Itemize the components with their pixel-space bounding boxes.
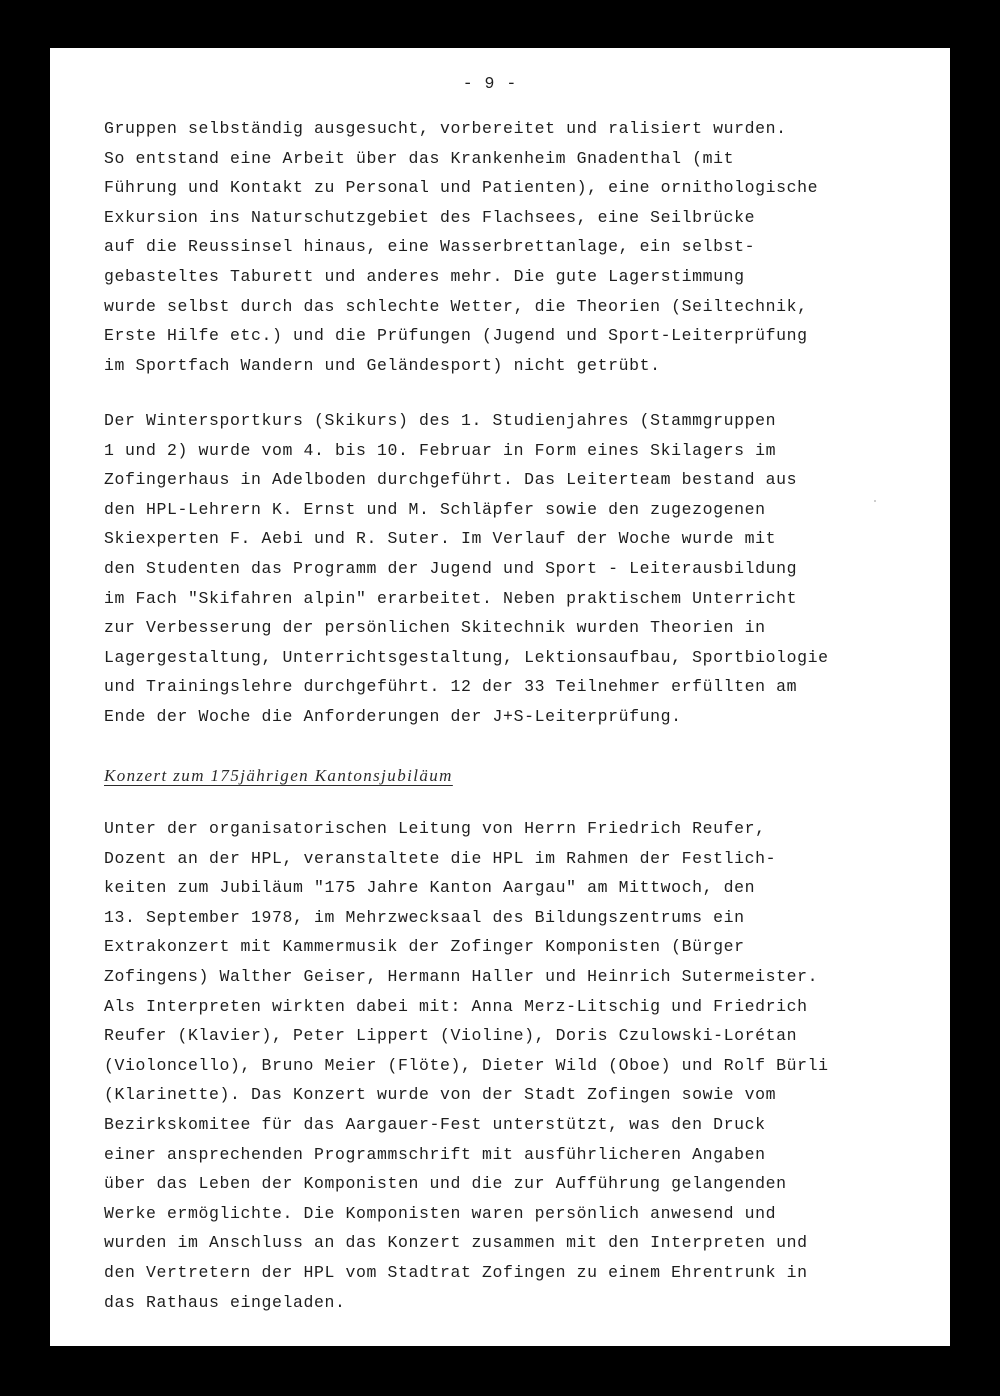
text-line: Extrakonzert mit Kammermusik der Zofinger Komponisten (Bürger	[104, 937, 745, 957]
text-line: Unter der organisatorischen Leitung von Herrn Friedrich Reufer,	[104, 819, 766, 838]
text-line: Zofingens) Walther Geiser, Hermann Haller und Heinrich Sutermeister.	[104, 966, 819, 986]
text-line: über das Leben der Komponisten und die zur Aufführung gelangenden	[104, 1174, 787, 1194]
text-line: wurde selbst durch das schlechte Wetter, die Theorien (Seiltechnik,	[104, 296, 808, 316]
scan-speck	[874, 500, 876, 502]
text-line: den Studenten das Programm der Jugend und Sport - Leiterausbildung	[104, 558, 798, 578]
text-line: zur Verbesserung der persönlichen Skitechnik wurden Theorien in	[104, 618, 766, 638]
text-line: (Violoncello), Bruno Meier (Flöte), Dieter Wild (Oboe) und Rolf Bürli	[104, 1055, 829, 1075]
paragraph-concert	[104, 814, 829, 1317]
text-line: den HPL-Lehrern K. Ernst und M. Schläpfer sowie den zugezogenen	[104, 499, 766, 519]
text-line: (Klarinette). Das Konzert wurde von der Stadt Zofingen sowie vom	[104, 1085, 777, 1105]
page-number: - 9 -	[462, 74, 518, 93]
text-line: einer ansprechenden Programmschrift mit ausführlicheren Angaben	[104, 1144, 766, 1164]
text-line: So entstand eine Arbeit über das Krankenheim Gnadenthal (mit	[104, 148, 735, 168]
text-line: den Vertretern der HPL vom Stadtrat Zofingen zu einem Ehrentrunk in	[104, 1262, 808, 1282]
text-line: das Rathaus eingeladen.	[104, 1292, 346, 1312]
text-line: Führung und Kontakt zu Personal und Patienten), eine ornithologische	[104, 178, 819, 198]
text-line: 13. September 1978, im Mehrzwecksaal des Bildungszentrums ein	[104, 907, 745, 927]
text-line: keiten zum Jubiläum "175 Jahre Kanton Aargau" am Mittwoch, den	[104, 878, 756, 898]
text-line: Werke ermöglichte. Die Komponisten waren persönlich anwesend und	[104, 1203, 777, 1223]
text-line: Exkursion ins Naturschutzgebiet des Flachsees, eine Seilbrücke	[104, 207, 756, 227]
text-line: 1 und 2) wurde vom 4. bis 10. Februar in Form eines Skilagers im	[104, 440, 777, 460]
text-line: Dozent an der HPL, veranstaltete die HPL im Rahmen der Festlich-	[104, 848, 777, 868]
section-heading: Konzert zum 175jährigen Kantonsjubiläum	[104, 766, 453, 785]
text-line: gebasteltes Taburett und anderes mehr. Die gute Lagerstimmung	[104, 266, 745, 286]
text-line: Der Wintersportkurs (Skikurs) des 1. Studienjahres (Stammgruppen	[104, 411, 777, 430]
text-line: im Sportfach Wandern und Geländesport) nicht getrübt.	[104, 355, 661, 375]
text-line: Reufer (Klavier), Peter Lippert (Violine), Doris Czulowski-Lorétan	[104, 1026, 798, 1046]
text-line: Ende der Woche die Anforderungen der J+S-Leiterprüfung.	[104, 706, 682, 726]
text-line: Gruppen selbständig ausgesucht, vorbereitet und ralisiert wurden.	[104, 119, 787, 138]
text-line: Skiexperten F. Aebi und R. Suter. Im Verlauf der Woche wurde mit	[104, 529, 777, 549]
paragraph-camp-projects	[104, 114, 818, 380]
document-page	[50, 48, 950, 1346]
text-line: Erste Hilfe etc.) und die Prüfungen (Jugend und Sport-Leiterprüfung	[104, 326, 808, 346]
text-line: Bezirkskomitee für das Aargauer-Fest unterstützt, was den Druck	[104, 1114, 766, 1134]
text-line: Zofingerhaus in Adelboden durchgeführt. Das Leiterteam bestand aus	[104, 470, 798, 490]
text-line: Als Interpreten wirkten dabei mit: Anna Merz-Litschig und Friedrich	[104, 996, 808, 1016]
text-line: und Trainingslehre durchgeführt. 12 der 33 Teilnehmer erfüllten am	[104, 677, 798, 697]
text-line: im Fach "Skifahren alpin" erarbeitet. Neben praktischem Unterricht	[104, 588, 798, 608]
text-line: auf die Reussinsel hinaus, eine Wasserbrettanlage, ein selbst-	[104, 237, 756, 257]
text-line: Lagergestaltung, Unterrichtsgestaltung, Lektionsaufbau, Sportbiologie	[104, 647, 829, 667]
text-line: wurden im Anschluss an das Konzert zusammen mit den Interpreten und	[104, 1233, 808, 1253]
paragraph-winter-sports-course	[104, 406, 829, 732]
